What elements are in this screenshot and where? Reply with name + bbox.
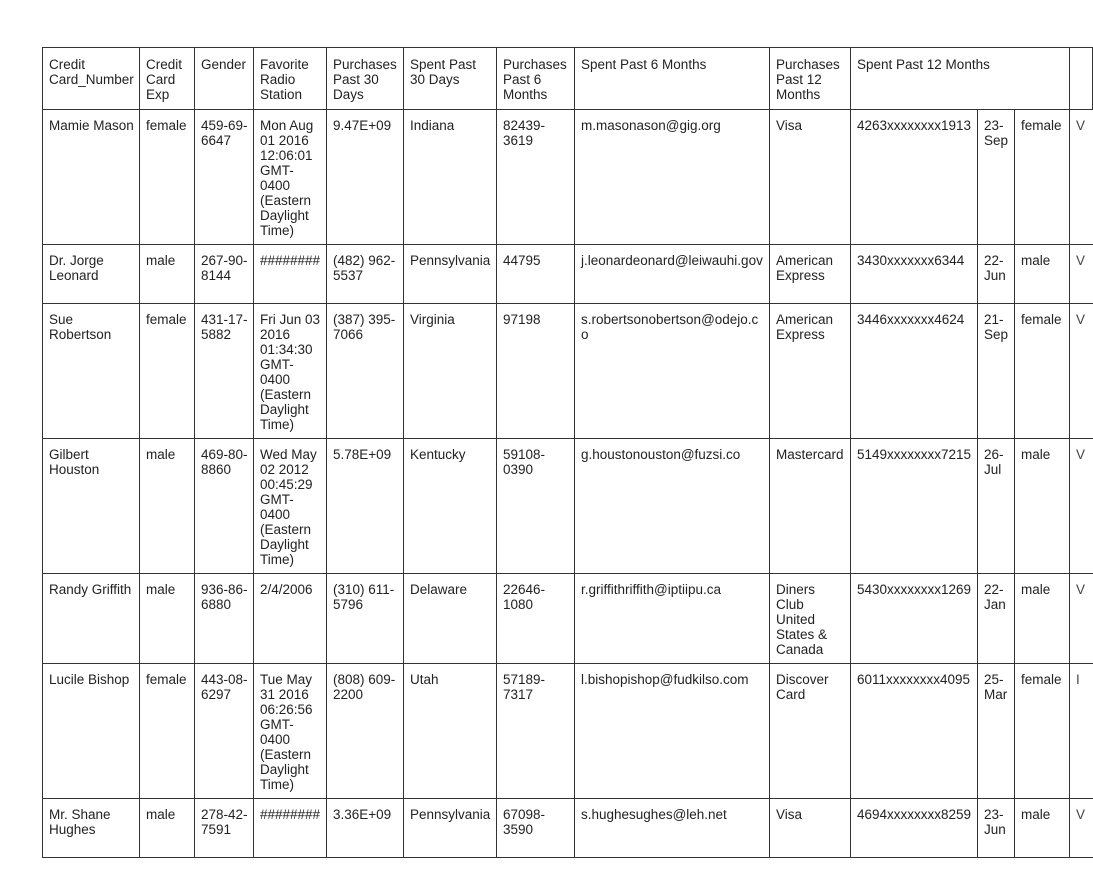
phone-cell: (387) 395-7066 bbox=[327, 304, 404, 439]
card-type-cell: American Express bbox=[770, 304, 851, 439]
header-cell: Purchases Past 12 Months bbox=[770, 48, 851, 110]
header-cell: Favorite Radio Station bbox=[254, 48, 327, 110]
ssn-cell: 431-17-5882 bbox=[195, 304, 254, 439]
gender2-cell: male bbox=[1015, 439, 1070, 574]
header-cell: Credit Card_Number bbox=[43, 48, 140, 110]
state-cell: Kentucky bbox=[404, 439, 497, 574]
table-row bbox=[43, 799, 1093, 858]
exp-cell: 23-Jun bbox=[978, 799, 1015, 858]
card-number-cell: 3430xxxxxxx6344 bbox=[851, 245, 978, 304]
gender2-cell: male bbox=[1015, 799, 1070, 858]
table-row bbox=[43, 574, 1093, 664]
table-row bbox=[43, 110, 1093, 245]
card-type-cell: American Express bbox=[770, 245, 851, 304]
gender-cell: female bbox=[140, 304, 195, 439]
gender-cell: female bbox=[140, 110, 195, 245]
zip-cell: 57189-7317 bbox=[497, 664, 575, 799]
email-cell: m.masonason@gig.org bbox=[575, 110, 770, 245]
cut-off-cell: V bbox=[1070, 245, 1093, 304]
data-table bbox=[42, 47, 1093, 858]
card-number-cell: 4263xxxxxxxx1913 bbox=[851, 110, 978, 245]
state-cell: Utah bbox=[404, 664, 497, 799]
zip-cell: 67098-3590 bbox=[497, 799, 575, 858]
gender2-cell: male bbox=[1015, 245, 1070, 304]
name-cell: Dr. Jorge Leonard bbox=[43, 245, 140, 304]
exp-cell: 22-Jan bbox=[978, 574, 1015, 664]
date-cell: Wed May 02 2012 00:45:29 GMT-0400 (Eastern Daylight Time) bbox=[254, 439, 327, 574]
ssn-cell: 936-86-6880 bbox=[195, 574, 254, 664]
gender-cell: male bbox=[140, 245, 195, 304]
state-cell: Indiana bbox=[404, 110, 497, 245]
cut-off-cell: I bbox=[1070, 664, 1093, 799]
cut-off-cell: V bbox=[1070, 799, 1093, 858]
table-row bbox=[43, 304, 1093, 439]
card-type-cell: Visa bbox=[770, 110, 851, 245]
ssn-cell: 267-90-8144 bbox=[195, 245, 254, 304]
card-type-cell: Discover Card bbox=[770, 664, 851, 799]
cut-off-cell: V bbox=[1070, 304, 1093, 439]
exp-cell: 21-Sep bbox=[978, 304, 1015, 439]
exp-cell: 23-Sep bbox=[978, 110, 1015, 245]
state-cell: Delaware bbox=[404, 574, 497, 664]
header-cell: Spent Past 30 Days bbox=[404, 48, 497, 110]
card-type-cell: Diners Club United States & Canada bbox=[770, 574, 851, 664]
zip-cell: 22646-1080 bbox=[497, 574, 575, 664]
state-cell: Pennsylvania bbox=[404, 799, 497, 858]
date-cell: Tue May 31 2016 06:26:56 GMT-0400 (Eastern Daylight Time) bbox=[254, 664, 327, 799]
header-cell: Gender bbox=[195, 48, 254, 110]
table-row bbox=[43, 439, 1093, 574]
card-type-cell: Mastercard bbox=[770, 439, 851, 574]
cut-off-cell: V bbox=[1070, 574, 1093, 664]
date-cell: ######## bbox=[254, 799, 327, 858]
date-cell: Fri Jun 03 2016 01:34:30 GMT-0400 (Eastern Daylight Time) bbox=[254, 304, 327, 439]
gender2-cell: female bbox=[1015, 304, 1070, 439]
name-cell: Sue Robertson bbox=[43, 304, 140, 439]
email-cell: l.bishopishop@fudkilso.com bbox=[575, 664, 770, 799]
zip-cell: 97198 bbox=[497, 304, 575, 439]
zip-cell: 82439-3619 bbox=[497, 110, 575, 245]
header-cell: Purchases Past 6 Months bbox=[497, 48, 575, 110]
gender-cell: female bbox=[140, 664, 195, 799]
date-cell: 2/4/2006 bbox=[254, 574, 327, 664]
phone-cell: 5.78E+09 bbox=[327, 439, 404, 574]
ssn-cell: 443-08-6297 bbox=[195, 664, 254, 799]
header-cell bbox=[1070, 48, 1093, 110]
card-type-cell: Visa bbox=[770, 799, 851, 858]
name-cell: Mr. Shane Hughes bbox=[43, 799, 140, 858]
name-cell: Gilbert Houston bbox=[43, 439, 140, 574]
date-cell: ######## bbox=[254, 245, 327, 304]
header-row bbox=[43, 48, 1093, 110]
name-cell: Lucile Bishop bbox=[43, 664, 140, 799]
email-cell: g.houstonouston@fuzsi.co bbox=[575, 439, 770, 574]
gender-cell: male bbox=[140, 439, 195, 574]
phone-cell: 3.36E+09 bbox=[327, 799, 404, 858]
phone-cell: (482) 962-5537 bbox=[327, 245, 404, 304]
cut-off-cell: V bbox=[1070, 110, 1093, 245]
zip-cell: 59108-0390 bbox=[497, 439, 575, 574]
zip-cell: 44795 bbox=[497, 245, 575, 304]
header-cell: Purchases Past 30 Days bbox=[327, 48, 404, 110]
ssn-cell: 459-69-6647 bbox=[195, 110, 254, 245]
table-row bbox=[43, 245, 1093, 304]
phone-cell: (310) 611-5796 bbox=[327, 574, 404, 664]
name-cell: Randy Griffith bbox=[43, 574, 140, 664]
card-number-cell: 5430xxxxxxxx1269 bbox=[851, 574, 978, 664]
email-cell: j.leonardeonard@leiwauhi.gov bbox=[575, 245, 770, 304]
gender2-cell: female bbox=[1015, 110, 1070, 245]
gender-cell: male bbox=[140, 574, 195, 664]
state-cell: Virginia bbox=[404, 304, 497, 439]
email-cell: s.robertsonobertson@odejo.co bbox=[575, 304, 770, 439]
date-cell: Mon Aug 01 2016 12:06:01 GMT-0400 (Eastern Daylight Time) bbox=[254, 110, 327, 245]
card-number-cell: 4694xxxxxxxx8259 bbox=[851, 799, 978, 858]
state-cell: Pennsylvania bbox=[404, 245, 497, 304]
name-cell: Mamie Mason bbox=[43, 110, 140, 245]
exp-cell: 22-Jun bbox=[978, 245, 1015, 304]
exp-cell: 25-Mar bbox=[978, 664, 1015, 799]
ssn-cell: 469-80-8860 bbox=[195, 439, 254, 574]
phone-cell: (808) 609-2200 bbox=[327, 664, 404, 799]
card-number-cell: 5149xxxxxxxx7215 bbox=[851, 439, 978, 574]
card-number-cell: 3446xxxxxxx4624 bbox=[851, 304, 978, 439]
exp-cell: 26-Jul bbox=[978, 439, 1015, 574]
header-cell: Spent Past 12 Months bbox=[851, 48, 1070, 110]
header-cell: Credit Card Exp bbox=[140, 48, 195, 110]
email-cell: r.griffithriffith@iptiipu.ca bbox=[575, 574, 770, 664]
email-cell: s.hughesughes@leh.net bbox=[575, 799, 770, 858]
cut-off-cell: V bbox=[1070, 439, 1093, 574]
gender2-cell: female bbox=[1015, 664, 1070, 799]
gender2-cell: male bbox=[1015, 574, 1070, 664]
phone-cell: 9.47E+09 bbox=[327, 110, 404, 245]
card-number-cell: 6011xxxxxxxx4095 bbox=[851, 664, 978, 799]
table-row bbox=[43, 664, 1093, 799]
header-cell: Spent Past 6 Months bbox=[575, 48, 770, 110]
gender-cell: male bbox=[140, 799, 195, 858]
ssn-cell: 278-42-7591 bbox=[195, 799, 254, 858]
